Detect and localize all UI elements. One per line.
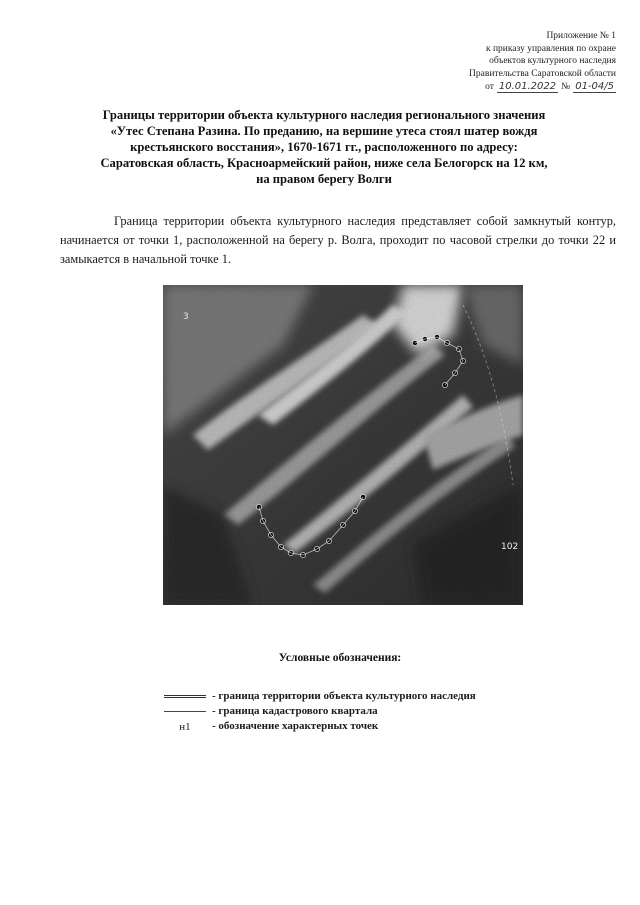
satellite-map-image bbox=[163, 285, 523, 605]
legend-item-characteristic-points bbox=[162, 718, 582, 733]
order-date: 10.01.2022 bbox=[498, 81, 557, 92]
government-name: Правительства Саратовской области bbox=[469, 68, 616, 79]
legend bbox=[162, 688, 582, 733]
single-line-symbol-icon bbox=[162, 705, 208, 717]
legend-item-cadastral-boundary bbox=[162, 703, 582, 718]
appendix-header bbox=[416, 30, 616, 94]
legend-item-heritage-boundary bbox=[162, 688, 582, 703]
order-number: 01-04/5 bbox=[575, 81, 614, 92]
point-label-symbol: н1 bbox=[179, 720, 191, 733]
from-label: от bbox=[485, 82, 494, 92]
document-title: Границы территории объекта культурного наследия регионального значения «Утес Степана Разина. По преданию, на вершине утеса стоял шатер вождя крестьянского восстания», 1670-1671 гг., расположенного по адресу: Саратовская область, Красноармейский район, ниже села Белогорск на 12 км, на правом берегу Волги bbox=[100, 108, 548, 186]
legend-text: - обозначение характерных точек bbox=[212, 719, 379, 732]
map-graphic bbox=[163, 285, 523, 605]
order-date-number bbox=[416, 81, 616, 94]
appendix-number: Приложение № 1 bbox=[546, 31, 616, 41]
boundary-description: Граница территории объекта культурного наследия представляет собой замкнутый контур, начинается от точки 1, расположенной на берегу р. Волга, проходит по часовой стрелки до точки 22 и замыкается в начальной точке 1. bbox=[60, 214, 616, 266]
department-name: объектов культурного наследия bbox=[489, 56, 616, 66]
order-reference: к приказу управления по охране bbox=[485, 43, 616, 54]
legend-text: - граница кадастрового квартала bbox=[212, 704, 378, 717]
double-line-symbol-icon bbox=[162, 690, 208, 702]
map-label-right: 102 bbox=[501, 542, 519, 552]
map-label-top-left: 3 bbox=[183, 312, 189, 322]
legend-text: - граница территории объекта культурного наследия bbox=[212, 689, 476, 702]
number-label: № bbox=[561, 82, 571, 92]
legend-title: Условные обозначения: bbox=[278, 652, 402, 664]
